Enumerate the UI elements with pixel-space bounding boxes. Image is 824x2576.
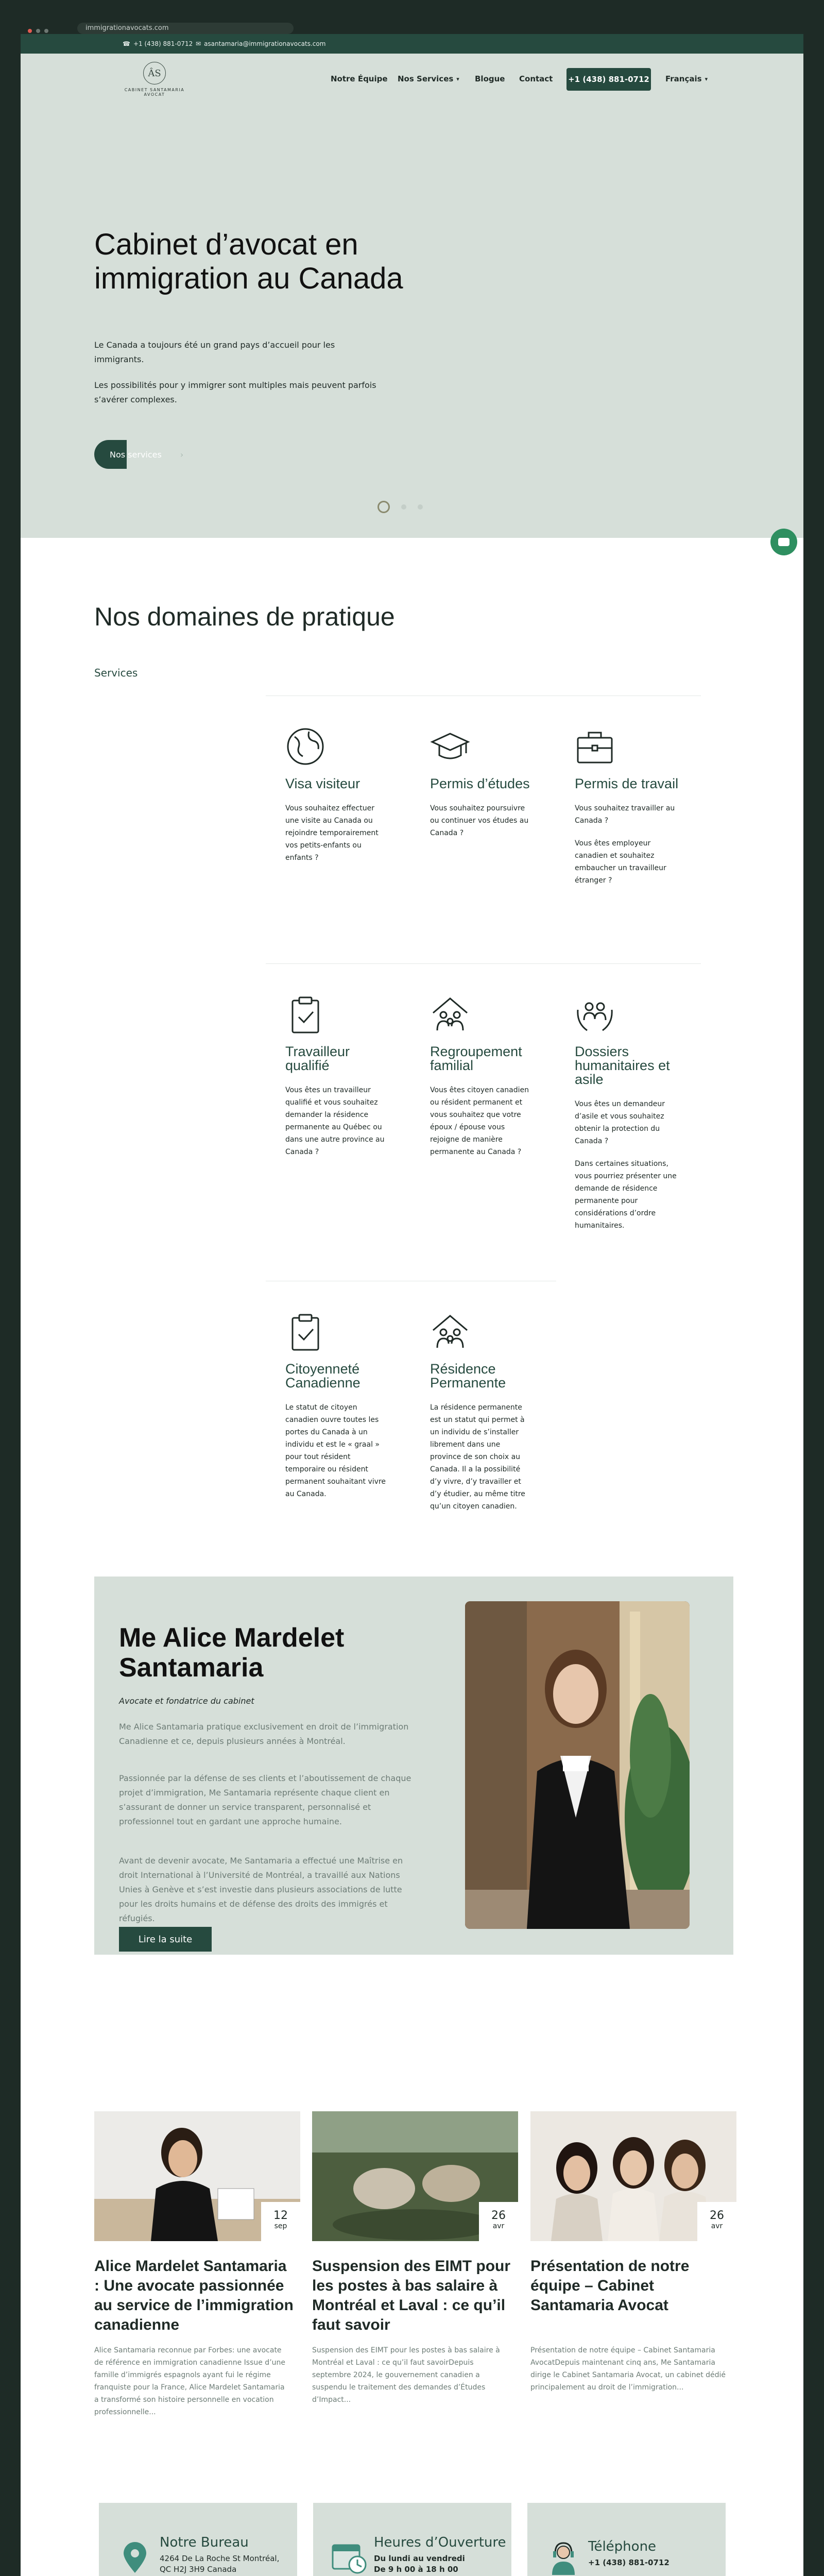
briefcase-icon [575,726,615,767]
clipboard-check-icon [285,994,325,1035]
post-month: avr [492,2222,505,2230]
blog-post-title[interactable]: Présentation de notre équipe – Cabinet Santamaria Avocat [530,2258,690,2314]
chevron-down-icon: ▾ [456,75,459,82]
info-box-title: Téléphone [588,2539,657,2554]
read-more-button[interactable]: Lire la suite [119,1927,212,1952]
logo-monogram: ÂS [143,62,166,84]
nav-item-services[interactable] [398,54,459,104]
language-switcher[interactable] [665,54,708,104]
practice-card[interactable] [410,1281,556,1544]
blog-post-excerpt: Suspension des EIMT pour les postes à bas salaire à Montréal et Laval : ce qu’il faut savoirDepuis septembre 2024, le gouvernement canadien a suspendu le traitement des demandes d’Études d’Impact... [312,2346,500,2404]
site-logo[interactable] [118,62,191,98]
founder-paragraph: Passionnée par la défense de ses clients et l’aboutissement de chaque projet d’immigration, Me Santamaria représente chaque client en s’assurant de donner un service transparent, personnalisé et professionnel tout en gardant une approche humaine. [119,1773,411,1826]
founder-photo [465,1601,690,1929]
practice-card-text: Dans certaines situations, vous pourriez présenter une demande de résidence permanente pour considérations d’ordre humanitaires. [575,1160,677,1230]
card-divider [555,963,701,964]
practice-card-text: Vous souhaitez effectuer une visite au Canada ou rejoindre temporairement vos petits-enfants ou enfants ? [285,804,379,862]
blog-post-excerpt: Présentation de notre équipe – Cabinet Santamaria AvocatDepuis maintenant cinq ans, Me Santamaria dirige le Cabinet Santamaria Avocat, un cabinet dédié principalement au droit de l’immigration... [530,2346,726,2392]
url-bar[interactable]: immigrationavocats.com [77,23,294,34]
practice-card-text: Vous souhaitez travailler au Canada ? [575,804,675,825]
top-contact-bar [21,34,803,54]
practice-title: Nos domaines de pratique [94,602,395,631]
post-month: sep [274,2222,287,2230]
phone-icon: ☎ [123,40,130,47]
chat-widget-button[interactable] [770,529,797,555]
post-day: 12 [273,2209,288,2222]
card-divider [266,963,411,964]
practice-card-text: Vous êtes citoyen canadien ou résident permanent et vous souhaitez que votre époux / épouse vous rejoigne de manière permanente au Canada ? [430,1086,529,1156]
practice-card-text: Le statut de citoyen canadien ouvre toutes les portes du Canada à un individu et est le « graal » pour tout résident temporaire ou résident permanent souhaitant vivre au Canada. [285,1403,386,1498]
chevron-down-icon: ▾ [705,75,708,82]
hero-section [21,104,803,538]
services-label: Services [94,667,138,679]
header-phone-button[interactable]: +1 (438) 881-0712 [566,68,651,91]
hero-paragraph-1: Le Canada a toujours été un grand pays d’accueil pour les immigrants. [94,340,335,364]
practice-card[interactable] [266,963,411,1226]
practice-card[interactable] [555,963,701,1230]
practice-card-title: Permis de travail [575,776,679,791]
practice-card[interactable] [266,1281,411,1544]
logo-text: CABINET SANTAMARIA AVOCAT [124,88,185,97]
blog-post-title[interactable]: Alice Mardelet Santamaria : Une avocate passionnée au service de l’immigration canadienne [94,2258,294,2333]
practice-card-title: Visa visiteur [285,776,360,791]
family-house-icon [430,994,470,1035]
founder-paragraph: Me Alice Santamaria pratique exclusivement en droit de l’immigration Canadienne et ce, depuis plusieurs années à Montréal. [119,1722,409,1746]
hero-title: Cabinet d’avocat en immigration au Canada [94,228,403,295]
slider-dot[interactable] [418,504,423,510]
blog-post-excerpt: Alice Santamaria reconnue par Forbes: une avocate de référence en immigration canadienne Issue d’une famille d’immigrés espagnols ayant fui le régime franquiste pour la France, Alice Mardelet Santamaria a transformé son histoire personnelle en vocation professionnelle... [94,2346,286,2416]
blog-post-card[interactable] [312,2111,518,2441]
founder-paragraph: Avant de devenir avocate, Me Santamaria a effectué une Maîtrise en droit International à l’Université de Montréal, a travaillé aux Nations Unies à Genève et s’est investie dans plusieurs associations de lutte pour les droits humains et de défense des droits des immigrés et réfugiés. [119,1856,403,1923]
hero-button-label: Nos services [110,449,162,460]
contact-info-box [99,2503,297,2576]
practice-card-title: Dossiers humanitaires et asile [575,1044,670,1087]
site-header [21,54,803,104]
clipboard-check-icon [285,1312,325,1352]
calendar-clock-icon [331,2539,368,2576]
chat-bubble-icon [778,538,789,546]
post-day: 26 [710,2209,724,2222]
blog-post-date [479,2202,518,2241]
practice-card[interactable] [410,696,556,958]
info-box-line: +1 (438) 881-0712 [588,2558,670,2567]
info-box-line: QC H2J 3H9 Canada [160,2565,237,2574]
topbar-phone-text: +1 (438) 881-0712 [133,40,193,47]
hero-paragraph-2: Les possibilités pour y immigrer sont multiples mais peuvent parfois s’avérer complexes. [94,380,376,404]
card-divider [410,963,556,964]
info-box-line: Du lundi au vendredi [374,2554,465,2563]
slider-dot[interactable] [401,504,406,510]
nav-item-blog[interactable]: Blogue [475,74,505,83]
language-label: Français [665,74,702,83]
practice-card-title: Regroupement familial [430,1044,522,1073]
browser-chrome [0,0,824,33]
topbar-email[interactable] [196,40,325,47]
practice-card-title: Citoyenneté Canadienne [285,1361,360,1391]
contact-info-box [527,2503,726,2576]
web-page [21,34,803,2576]
arrow-right-icon: › [180,449,184,460]
info-box-line: 4264 De La Roche St Montréal, [160,2554,280,2563]
info-box-title: Notre Bureau [160,2535,249,2550]
post-day: 26 [491,2209,506,2222]
topbar-phone[interactable] [123,40,193,47]
practice-card-title: Travailleur qualifié [285,1044,350,1073]
globe-icon [285,726,325,767]
blog-post-card[interactable] [530,2111,736,2441]
founder-portrait-illustration [465,1601,690,1929]
slider-dot-active[interactable] [377,501,390,513]
hands-people-icon [575,994,615,1035]
nav-services-label: Nos Services [398,74,454,83]
practice-card[interactable] [410,963,556,1226]
blog-post-date [261,2202,300,2241]
topbar-email-text: asantamaria@immigrationavocats.com [204,40,326,47]
graduation-cap-icon [430,726,470,767]
nav-item-contact[interactable]: Contact [519,74,553,83]
practice-card[interactable] [266,696,411,958]
founder-name: Me Alice Mardelet Santamaria [119,1623,345,1683]
map-pin-icon [116,2539,153,2576]
info-box-line: De 9 h 00 à 18 h 00 [374,2565,458,2574]
blog-post-card[interactable] [94,2111,300,2441]
maximize-window-dot[interactable] [44,29,48,33]
practice-card-text: Vous êtes un travailleur qualifié et vous souhaitez demander la résidence permanente au Québec ou dans une autre province au Canada ? [285,1086,385,1156]
practice-card[interactable] [555,696,701,958]
contact-info-box [313,2503,511,2576]
slider-pagination [377,501,423,513]
practice-card-text: Vous êtes un demandeur d’asile et vous souhaitez obtenir la protection du Canada ? [575,1100,665,1145]
post-month: avr [711,2222,723,2230]
hero-services-button[interactable] [94,440,202,469]
headset-agent-icon [545,2539,582,2576]
close-window-dot[interactable] [28,29,32,33]
nav-item-team[interactable]: Notre Équipe [331,74,388,83]
blog-post-date [697,2202,736,2241]
practice-card-text: La résidence permanente est un statut qui permet à un individu de s’installer librement dans une province de son choix au Canada. Il a la possibilité d’y vivre, d’y travailler et d’y étudier, au même titre qu’un citoyen canadien. [430,1403,525,1511]
practice-card-text: Vous souhaitez poursuivre ou continuer vos études au Canada ? [430,804,529,837]
envelope-icon: ✉ [196,40,201,47]
info-box-title: Heures d’Ouverture [374,2535,506,2550]
practice-card-text: Vous êtes employeur canadien et souhaitez embaucher un travailleur étranger ? [575,839,666,885]
practice-card-title: Permis d’études [430,776,530,791]
blog-post-title[interactable]: Suspension des EIMT pour les postes à bas salaire à Montréal et Laval : ce qu’il faut savoir [312,2258,511,2333]
minimize-window-dot[interactable] [36,29,40,33]
family-house-icon [430,1312,470,1352]
founder-subtitle: Avocate et fondatrice du cabinet [119,1696,254,1706]
practice-card-title: Résidence Permanente [430,1361,506,1391]
founder-section [94,1577,733,1955]
